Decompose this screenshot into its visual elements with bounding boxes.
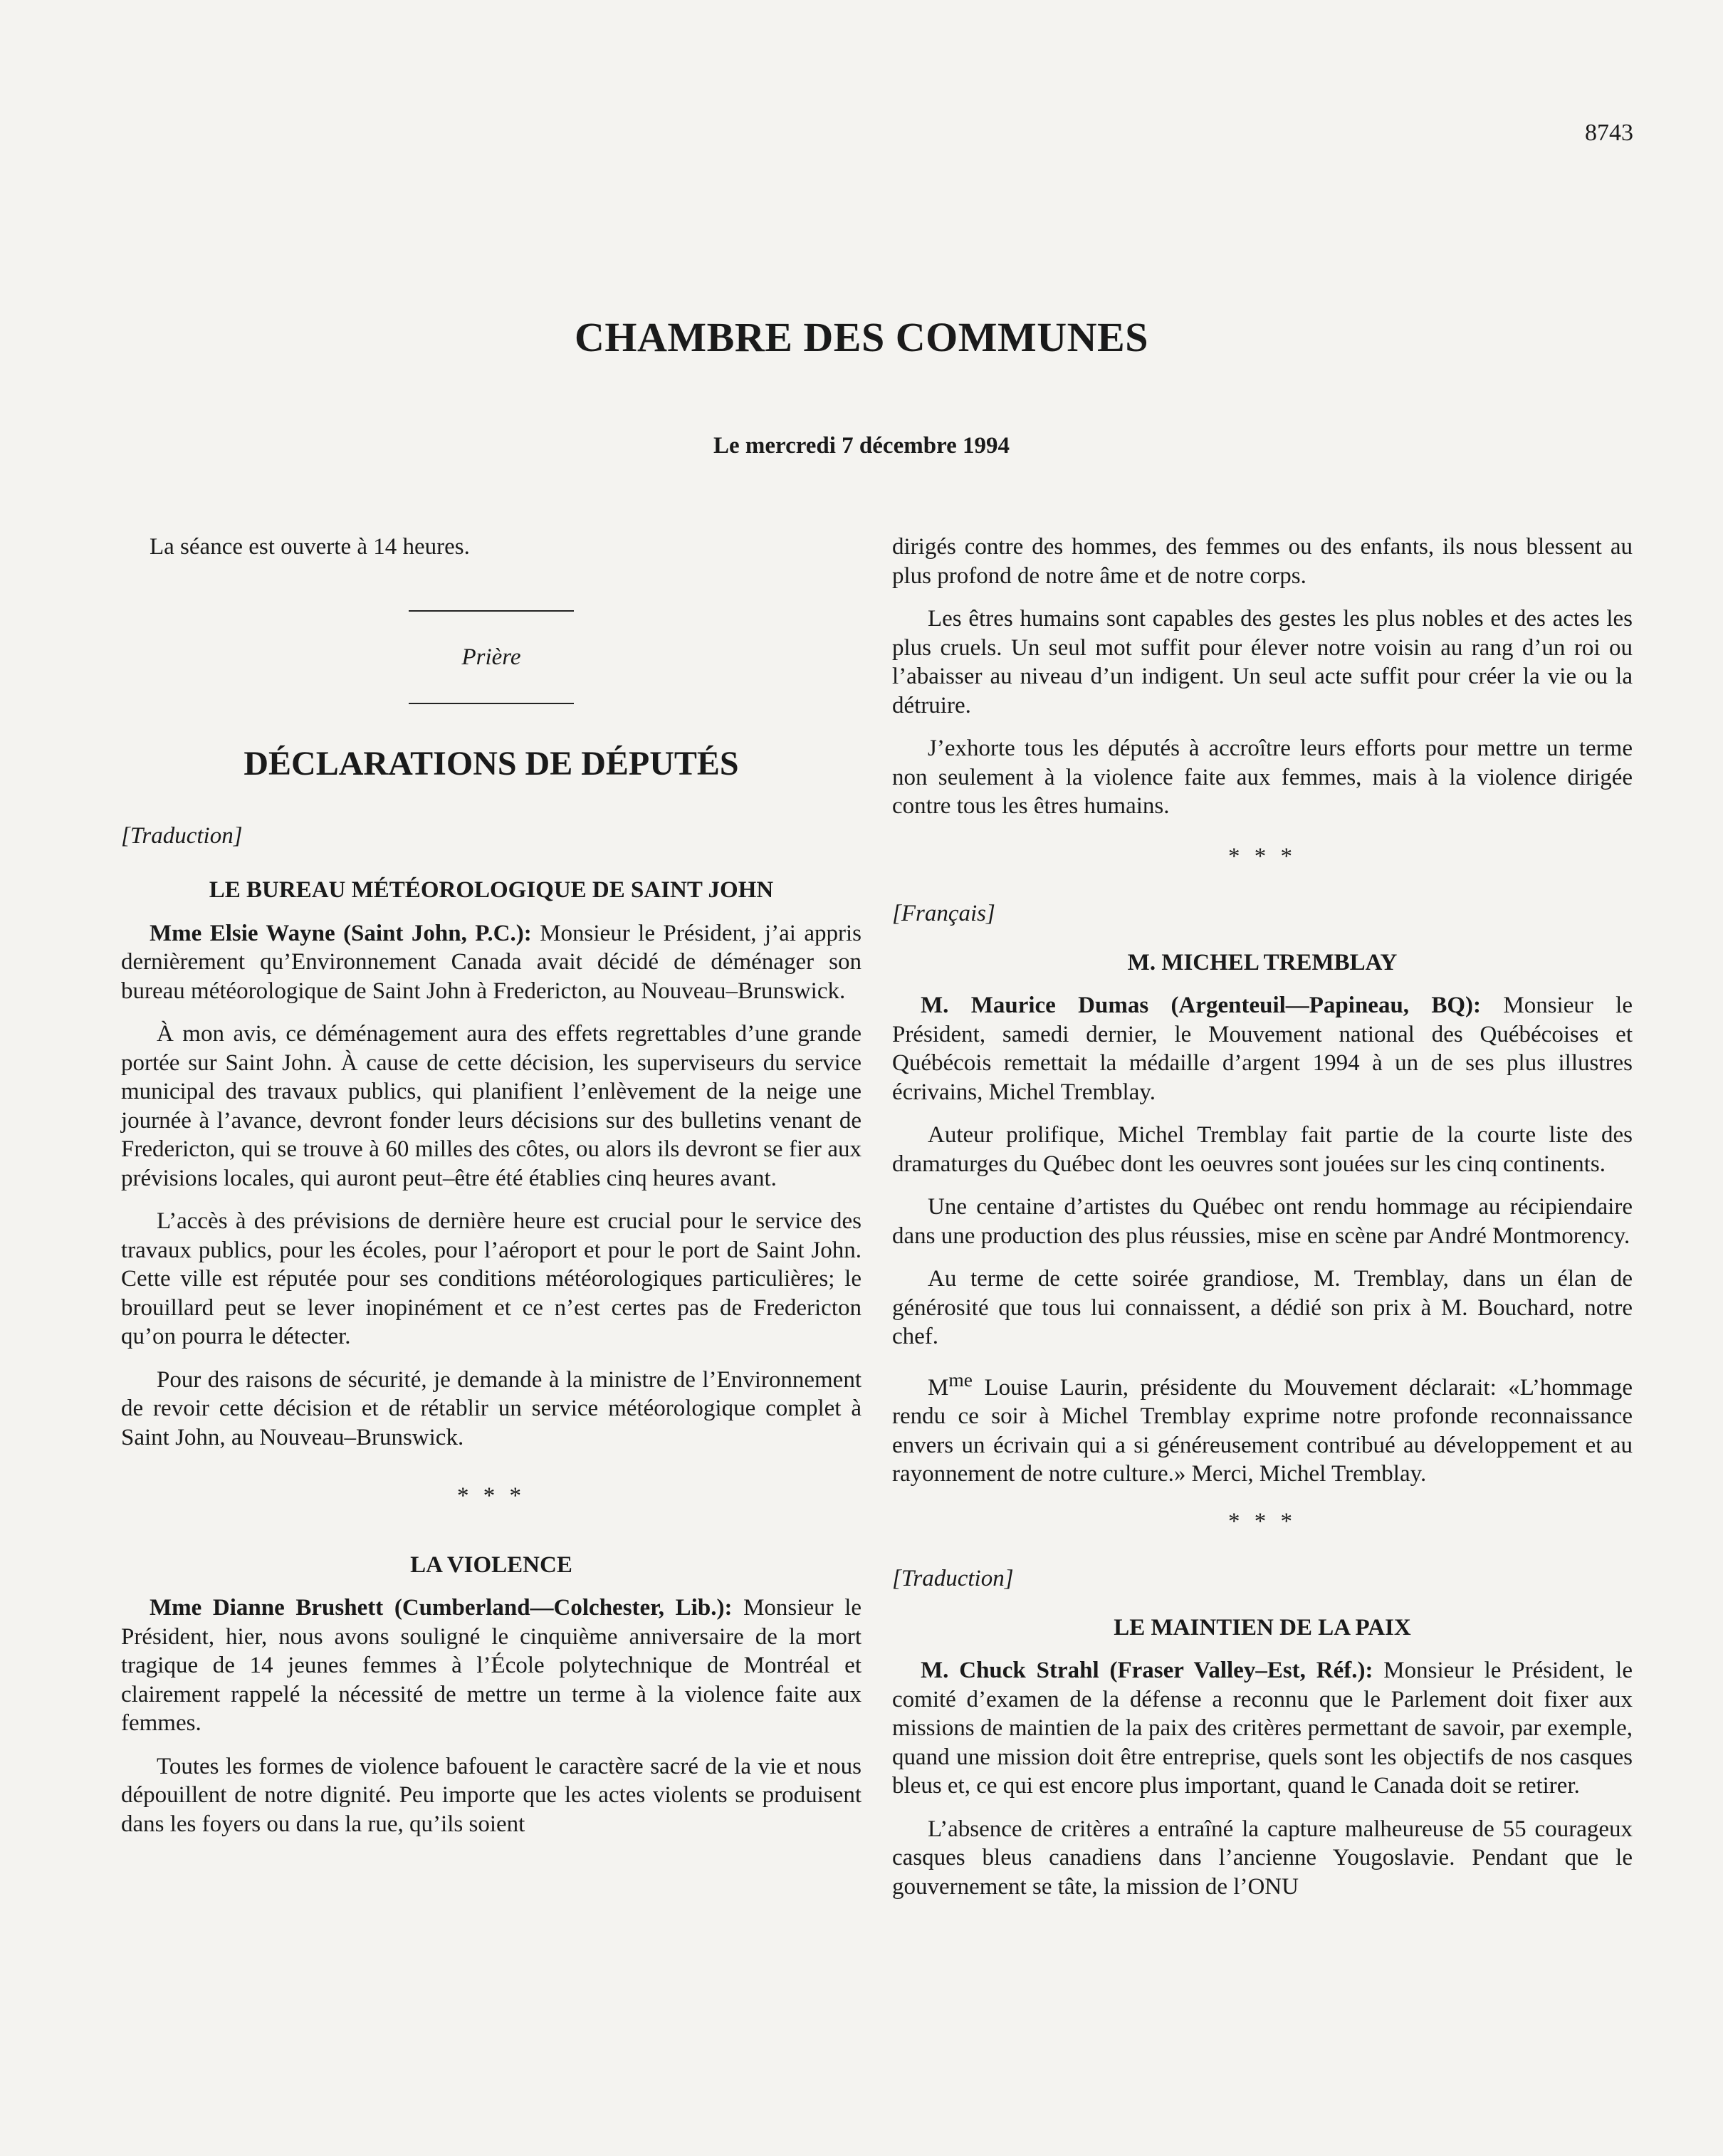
section-divider-stars: * * * [457,1483,525,1509]
statement-heading: M. MICHEL TREMBLAY [1127,949,1398,975]
language-tag: [Français] [892,901,995,926]
statement-paragraph: M. Maurice Dumas (Argenteuil—Papineau, BQ): Monsieur le Président, samedi dernier, le Mouvement national des Québécoises et Québécois remettait la médaille d’argent 1994 à un de ses plus illustres écrivains, Michel Tremblay. [892,993,1633,1105]
right-column [892,533,1633,1915]
page-title: CHAMBRE DES COMMUNES [575,314,1148,360]
statement-paragraph: Toutes les formes de violence bafouent le caractère sacré de la vie et nous dépouillent de notre dignité. Peu importe que les actes violents se produisent dans les foyers ou dans la rue, qu’ils soient [121,1753,862,1837]
statement-paragraph: Pour des raisons de sécurité, je demande à la ministre de l’Environnement de revoir cette décision et de rétablir un service météorologique complet à Saint John, au Nouveau–Brunswick. [121,1366,862,1450]
statement-paragraph: Au terme de cette soirée grandiose, M. Tremblay, dans un élan de générosité que tous lui connaissent, a dédié son prix à M. Bouchard, notre chef. [892,1266,1633,1349]
statement-paragraph: M. Chuck Strahl (Fraser Valley–Est, Réf.): Monsieur le Président, le comité d’examen de la défense a reconnu que le Parlement doit fixer aux missions de maintien de la paix des critères permettant de savoir, par exemple, quand une mission doit être entreprise, quels sont les objectifs de nos casques bleus et, ce qui est encore plus important, quand le Canada doit se retirer. [892,1658,1633,1799]
speaker-name: Mme Dianne Brushett (Cumberland—Colchester, Lib.): [150,1595,733,1621]
speaker-name: M. Maurice Dumas (Argenteuil—Papineau, BQ): [921,993,1482,1018]
statement-paragraph: Mme Dianne Brushett (Cumberland—Colchester, Lib.): Monsieur le Président, hier, nous avons souligné le cinquième anniversaire de la mort tragique de 14 jeunes femmes à l’École polytechnique de Montréal et clairement rappelé la nécessité de mettre un terme à la violence faite aux femmes. [121,1595,862,1736]
statement-paragraph: dirigés contre des hommes, des femmes ou des enfants, ils nous blessent au plus profond de notre âme et de notre corps. [892,534,1633,589]
language-tag: [Traduction] [892,1566,1014,1591]
statement-heading: LE BUREAU MÉTÉOROLOGIQUE DE SAINT JOHN [209,877,774,903]
statement-paragraph: Une centaine d’artistes du Québec ont rendu hommage au récipiendaire dans une production des plus réussies, mise en scène par André Montmorency. [892,1194,1633,1249]
speaker-name: M. Chuck Strahl (Fraser Valley–Est, Réf.): [921,1658,1373,1683]
section-divider-stars: * * * [1228,1508,1297,1534]
statement-paragraph: J’exhorte tous les députés à accroître leurs efforts pour mettre un terme non seulement à la violence faite aux femmes, mais à la violence dirigée contre tous les êtres humains. [892,736,1633,819]
sitting-date: Le mercredi 7 décembre 1994 [713,433,1010,459]
section-divider-stars: * * * [1228,843,1297,869]
statement-heading: LA VIOLENCE [410,1551,572,1578]
statement-paragraph: L’absence de critères a entraîné la capture malheureuse de 55 courageux casques bleus canadiens dans l’ancienne Yougoslavie. Pendant que le gouvernement se tâte, la mission de l’ONU [892,1816,1633,1900]
prayer-label: Prière [461,644,521,670]
left-column [121,533,862,1853]
statement-paragraph: $M^{me}$ Louise Laurin, présidente du Mouvement déclarait: «L’hommage rendu ce soir à Michel Tremblay exprime notre profonde reconnaissance envers un écrivain qui a si généreusement contribué au développement et au rayonnement de notre culture.» Merci, Michel Tremblay. [892,1368,1633,1487]
page-number: 8743 [1585,120,1633,146]
statement-heading: LE MAINTIEN DE LA PAIX [1114,1614,1411,1640]
statement-paragraph: Auteur prolifique, Michel Tremblay fait partie de la courte liste des dramaturges du Québec dont les oeuvres sont jouées sur les cinq continents. [892,1122,1633,1177]
statement-paragraph: À mon avis, ce déménagement aura des effets regrettables d’une grande portée sur Saint John. À cause de cette décision, les superviseurs du service municipal des travaux publics, qui planifient l’enlèvement de la neige une journée à l’avance, devront fonder leurs décisions sur des bulletins venant de Fredericton, qui se trouve à 60 milles des côtes, ou alors ils devront se fier aux prévisions locales, qui auront peut–être été établies cinq heures avant. [121,1021,862,1191]
speaker-name: Mme Elsie Wayne (Saint John, P.C.): [150,920,532,946]
section-title: DÉCLARATIONS DE DÉPUTÉS [243,745,739,783]
opening-line: La séance est ouverte à 14 heures. [150,534,470,560]
statement-paragraph: L’accès à des prévisions de dernière heure est crucial pour le service des travaux publics, pour les écoles, pour l’aéroport et pour le port de Saint John. Cette ville est réputée pour ses conditions météorologiques particulières; le brouillard peut se lever inopinément et ce n’est certes pas de Fredericton qu’on pourra le détecter. [121,1208,862,1349]
statement-paragraph: Mme Elsie Wayne (Saint John, P.C.): Monsieur le Président, j’ai appris dernièrement qu’Environnement Canada avait décidé de déménager son bureau météorologique de Saint John à Fredericton, au Nouveau–Brunswick. [121,920,862,1004]
statement-paragraph: Les êtres humains sont capables des gestes les plus nobles et des actes les plus cruels. Un seul mot suffit pour élever notre voisin au rang d’un roi ou l’abaisser au niveau d’un indigent. Un seul acte suffit pour créer la vie ou la détruire. [892,606,1633,718]
language-tag: [Traduction] [121,822,243,849]
